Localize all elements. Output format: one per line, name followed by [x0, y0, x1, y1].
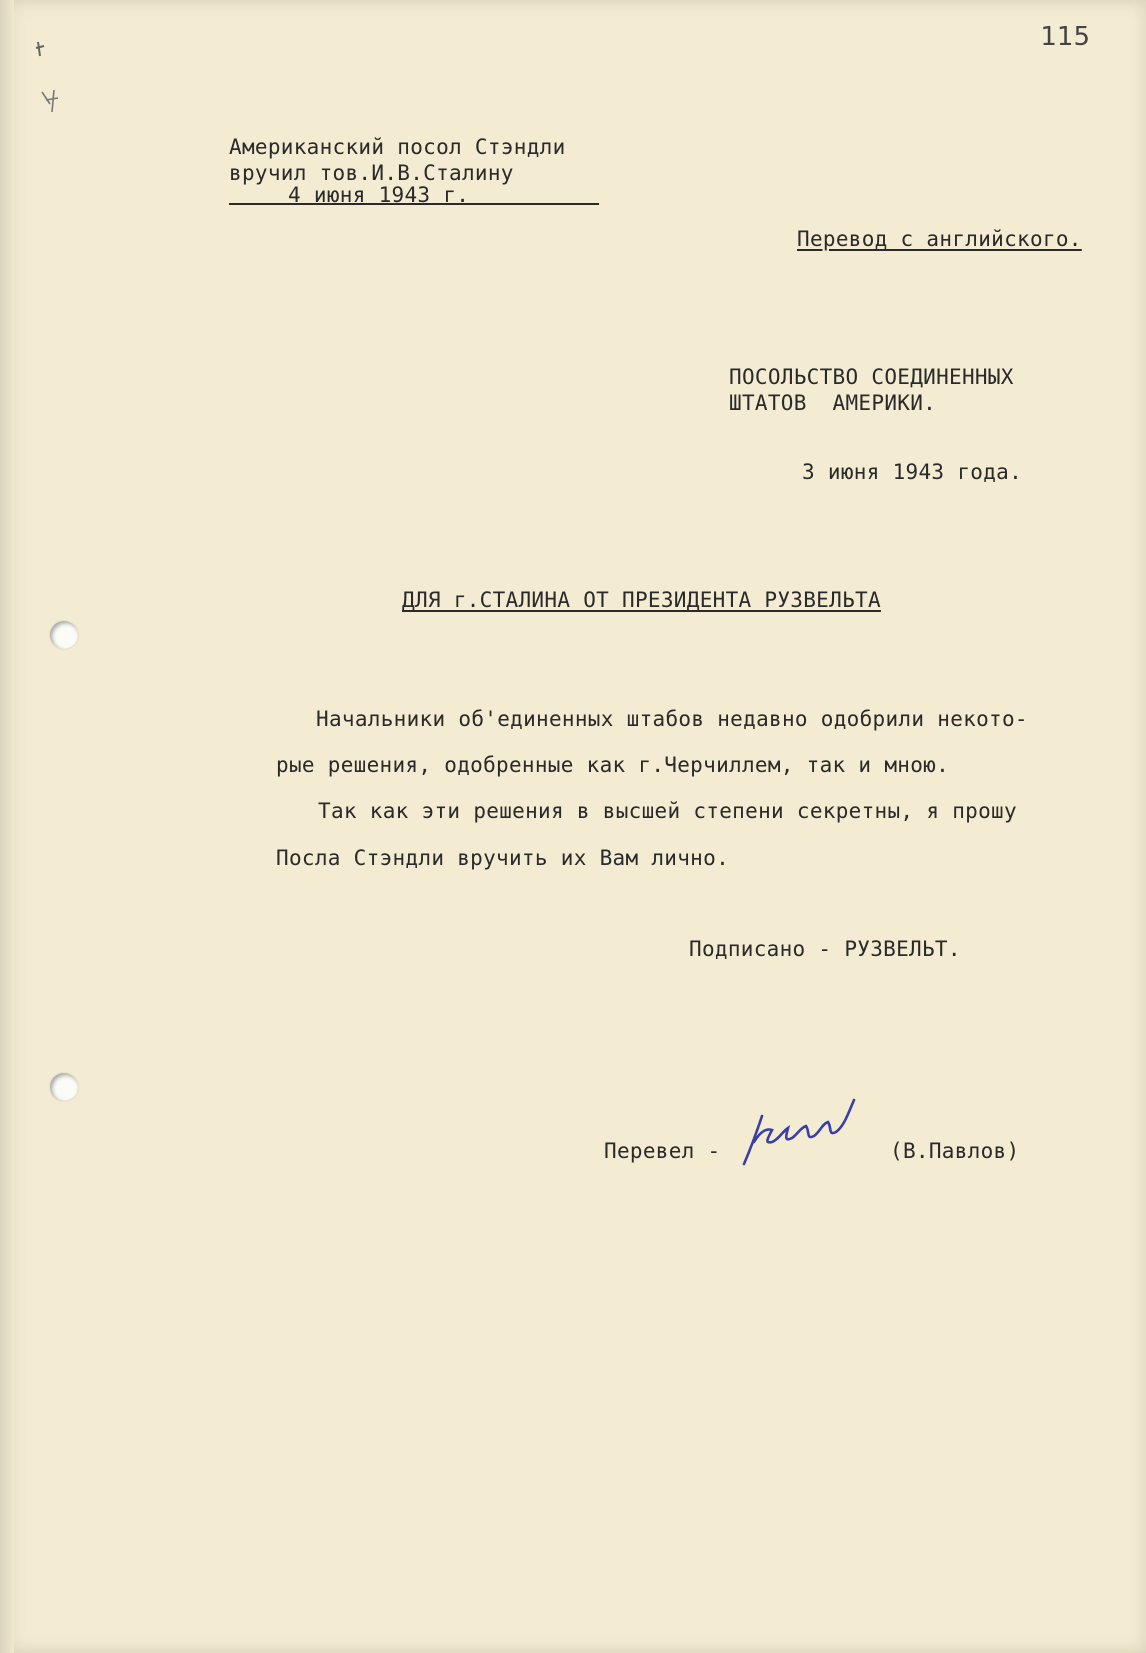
delivery-note-line2: вручил тов.И.В.Сталину: [229, 161, 514, 185]
body-line1: Начальники об'единенных штабов недавно одобрили некото-: [316, 707, 1028, 731]
sender-line1: ПОСОЛЬСТВО СОЕДИНЕННЫХ: [729, 365, 1014, 389]
delivery-note-line3: 4 июня 1943 г.: [288, 183, 470, 207]
translator-signature: [736, 1092, 862, 1172]
document-heading: ДЛЯ г.СТАЛИНА ОТ ПРЕЗИДЕНТА РУЗВЕЛЬТА: [402, 588, 881, 612]
folio-number: 115: [1040, 22, 1090, 52]
sender-line2: ШТАТОВ АМЕРИКИ.: [729, 391, 937, 415]
paper-left-edge: [0, 0, 14, 1653]
signed-by: Подписано - РУЗВЕЛЬТ.: [689, 937, 961, 961]
margin-pencil-marks: [28, 30, 78, 120]
body-line2: рые решения, одобренные как г.Черчиллем, так и мною.: [276, 753, 950, 777]
delivery-note-rule: [229, 203, 599, 205]
body-line4: Посла Стэндли вручить их Вам лично.: [276, 846, 730, 870]
document-date: 3 июня 1943 года.: [802, 460, 1023, 484]
punch-hole-upper: [50, 621, 78, 649]
translation-note: Перевод с английского.: [797, 227, 1082, 251]
translator-name: (В.Павлов): [890, 1139, 1020, 1163]
delivery-note-line1: Американский посол Стэндли: [229, 135, 566, 159]
punch-hole-lower: [50, 1073, 78, 1101]
body-line3: Так как эти решения в высшей степени секретны, я прошу: [318, 799, 1017, 823]
translator-label: Перевел -: [604, 1139, 721, 1163]
